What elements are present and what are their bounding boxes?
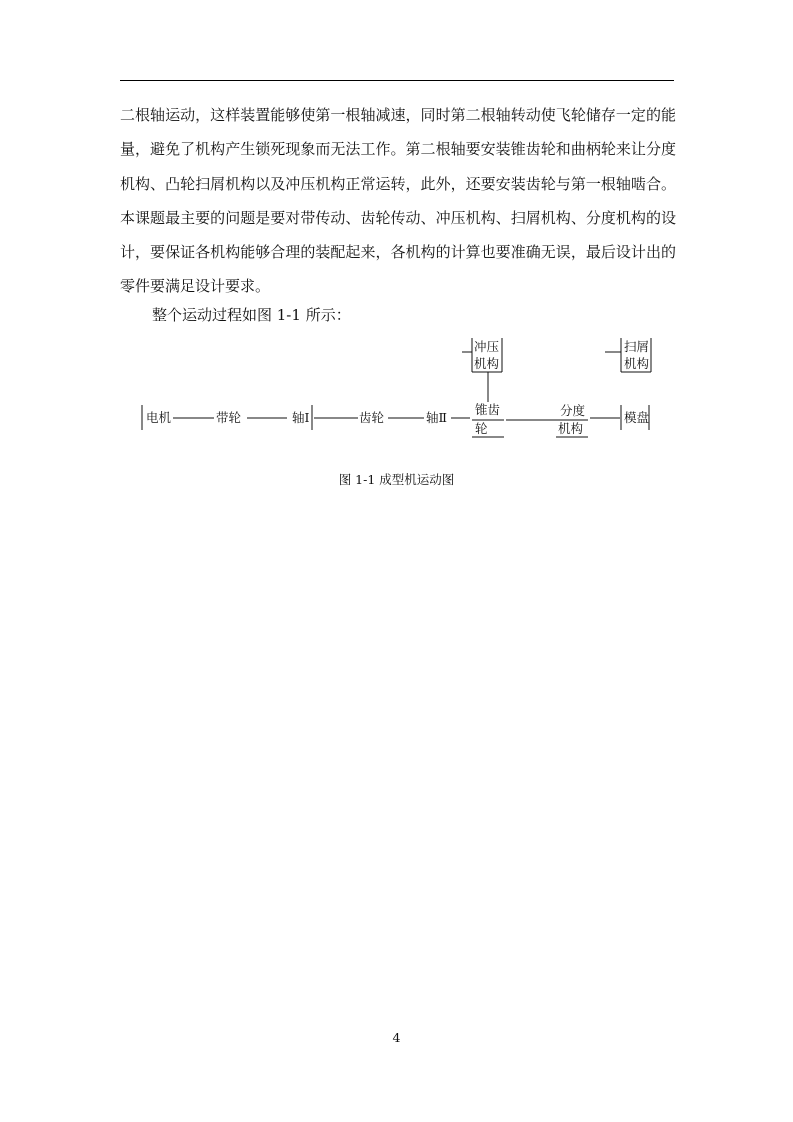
node-motor: 电机 [146, 410, 172, 425]
node-stamping-line2: 机构 [474, 356, 500, 371]
body-paragraph-1: 二根轴运动，这样装置能够使第一根轴减速，同时第二根轴转动使飞轮储存一定的能量，避免了机构产生锁死现象而无法工作。第二根轴要安装锥齿轮和曲柄轮来让分度机构、凸轮扫屑机构以及冲压机构正常运转，此外，还要安装齿轮与第一根轴啮合。本课题最主要的问题是要对带传动、齿轮传动、冲压机构、扫屑机构、分度机构的设计，要保证各机构能够合理的装配起来，各机构的计算也要准确无误，最后设计出的零件要满足设计要求。 [120, 106, 676, 296]
page-number: 4 [392, 1030, 401, 1045]
node-shaft-2: 轴Ⅱ [426, 410, 447, 425]
node-indexing-line2: 机构 [558, 421, 584, 436]
node-gear: 齿轮 [359, 410, 385, 425]
node-belt: 带轮 [216, 410, 242, 425]
figure-caption: 图 1-1 成型机运动图 [338, 472, 455, 487]
node-stamping-line1: 冲压 [474, 339, 500, 354]
node-sweeping-line1: 扫屑 [624, 339, 650, 354]
node-indexing-line1: 分度 [560, 403, 586, 418]
node-bevel-gear-line2: 轮 [475, 421, 488, 436]
motion-diagram [130, 330, 670, 445]
node-bevel-gear-line1: 锥齿 [475, 402, 501, 417]
header-rule [120, 80, 674, 81]
node-sweeping-line2: 机构 [624, 356, 650, 371]
node-die-plate: 模盘 [624, 410, 650, 425]
body-paragraph-2: 整个运动过程如图 1-1 所示： [152, 306, 351, 324]
node-shaft-1: 轴Ⅰ [292, 410, 310, 425]
